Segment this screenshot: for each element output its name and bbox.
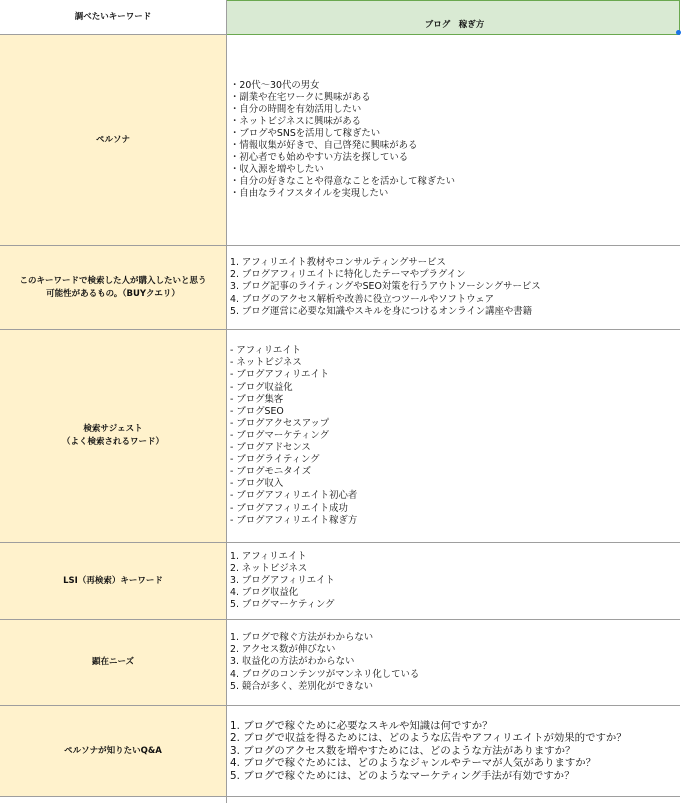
list-item: ・自分の時間を有効活用したい (230, 103, 362, 115)
list-item: - ブログモニタイズ (230, 466, 312, 478)
search-suggest-list (230, 345, 357, 526)
list-item: 3. ブログアフィリエイト (230, 574, 335, 586)
persona-label-text: ペルソナ (95, 134, 130, 145)
persona-qa-label-cell[interactable] (0, 706, 227, 797)
persona-label-cell[interactable] (0, 35, 227, 246)
buy-query-label-line2: 可能性があるもの。（BUYクエリ） (46, 288, 180, 299)
list-item: 2. アクセス数が伸びない (230, 644, 336, 656)
buy-query-list (230, 257, 541, 317)
list-item: 3. ブログのアクセス数を増やすためには、どのような方法がありますか？ (230, 744, 576, 757)
list-item: ・20代〜30代の男女 (230, 79, 320, 91)
list-item: 1. ブログで稼ぐために必要なスキルや知識は何ですか？ (230, 719, 493, 732)
list-item: 3. 収益化の方法がわからない (230, 656, 355, 668)
search-suggest-label-line1: 検索サジェスト (83, 424, 143, 434)
list-item: 3. ブログ記事のライティングやSEO対策を行うアウトソーシングサービス (230, 281, 541, 293)
list-item: 5. ブログで稼ぐためには、どのようなマーケティング手法が有効ですか？ (230, 769, 575, 782)
list-item: - ブログアフィリエイト成功 (230, 502, 348, 514)
header-label-cell[interactable] (0, 0, 227, 35)
persona-qa-value-cell[interactable] (227, 706, 680, 797)
empty-row-label-cell[interactable] (0, 797, 227, 803)
list-item: ・自由なライフスタイルを実現したい (230, 188, 389, 200)
header-label-text: 調べたいキーワード (74, 11, 152, 22)
list-item: - ブログ収入 (230, 478, 284, 490)
list-item: 4. ブログのコンテンツがマンネリ化している (230, 668, 420, 680)
lsi-keywords-value-cell[interactable] (227, 543, 680, 620)
list-item: - ブログマーケティング (230, 429, 329, 441)
list-item: - ブログ集客 (230, 393, 284, 405)
explicit-needs-label-cell[interactable] (0, 620, 227, 706)
explicit-needs-label-text: 顕在ニーズ (91, 657, 135, 667)
list-item: ・収入源を増やしたい (230, 164, 324, 176)
buy-query-label-line1: このキーワードで検索した人が購入したいと思う (19, 275, 207, 286)
list-item: - ブログライティング (230, 454, 320, 466)
list-item: 2. ブログアフィリエイトに特化したテーマやプラグイン (230, 269, 466, 281)
buy-query-value-cell[interactable] (227, 246, 680, 330)
list-item: - ブログアクセスアップ (230, 417, 330, 429)
list-item: - ブログアフィリエイト稼ぎ方 (230, 514, 358, 526)
lsi-keywords-list (230, 551, 335, 611)
list-item: ・自分の好きなことや得意なことを活かして稼ぎたい (230, 176, 456, 188)
list-item: 5. ブログ運営に必要な知識やスキルを身につけるオンライン講座や書籍 (230, 305, 532, 317)
persona-list (230, 80, 455, 201)
list-item: 1. ブログで稼ぐ方法がわからない (230, 632, 374, 644)
list-item: ・ブログやSNSを活用して稼ぎたい (230, 127, 381, 139)
list-item: - ネットビジネス (230, 357, 302, 369)
list-item: ・初心者でも始めやすい方法を探している (230, 152, 409, 164)
list-item: 1. アフィリエイト (230, 550, 307, 562)
list-item: 4. ブログで稼ぐためには、どのようなジャンルやテーマが人気がありますか？ (230, 757, 597, 770)
search-suggest-value-cell[interactable] (227, 330, 680, 543)
header-value-text: ブログ 稼ぎ方 (424, 19, 485, 30)
list-item: - ブログアドセンス (230, 442, 311, 454)
persona-qa-list (230, 720, 627, 783)
search-suggest-label-cell[interactable] (0, 330, 227, 543)
search-suggest-label-line2: （よく検索されるワード） (61, 437, 164, 447)
list-item: ・副業や在宅ワークに興味がある (230, 91, 371, 103)
selection-handle[interactable] (676, 30, 681, 35)
list-item: - ブログ収益化 (230, 381, 293, 393)
list-item: - ブログアフィリエイト初心者 (230, 490, 358, 502)
list-item: ・情報収集が好きで、自己啓発に興味がある (230, 140, 418, 151)
list-item: ・ネットビジネスに興味がある (230, 115, 361, 127)
list-item: 4. ブログ収益化 (230, 587, 299, 599)
explicit-needs-value-cell[interactable] (227, 620, 680, 706)
list-item: 1. アフィリエイト教材やコンサルティングサービス (230, 257, 446, 269)
list-item: 2. ブログで収益を得るためには、どのような広告やアフィリエイトが効果的ですか？ (230, 732, 627, 745)
empty-row-value-cell[interactable] (227, 797, 680, 803)
lsi-keywords-label-text: LSI（再検索）キーワード (63, 575, 163, 586)
persona-qa-label-text: ペルソナが知りたいQ&A (64, 745, 162, 756)
list-item: - ブログSEO (230, 405, 284, 417)
buy-query-label-cell[interactable] (0, 246, 227, 330)
list-item: 5. ブログマーケティング (230, 599, 335, 611)
list-item: - ブログアフィリエイト (230, 369, 330, 381)
persona-value-cell[interactable] (227, 35, 680, 246)
explicit-needs-list (230, 632, 419, 692)
list-item: 2. ネットビジネス (230, 562, 308, 574)
list-item: 4. ブログのアクセス解析や改善に役立つツールやソフトウェア (230, 293, 495, 305)
lsi-keywords-label-cell[interactable] (0, 543, 227, 620)
list-item: - アフィリエイト (230, 345, 302, 357)
header-value-cell[interactable] (227, 0, 680, 35)
list-item: 5. 競合が多く、差別化ができない (230, 680, 373, 692)
